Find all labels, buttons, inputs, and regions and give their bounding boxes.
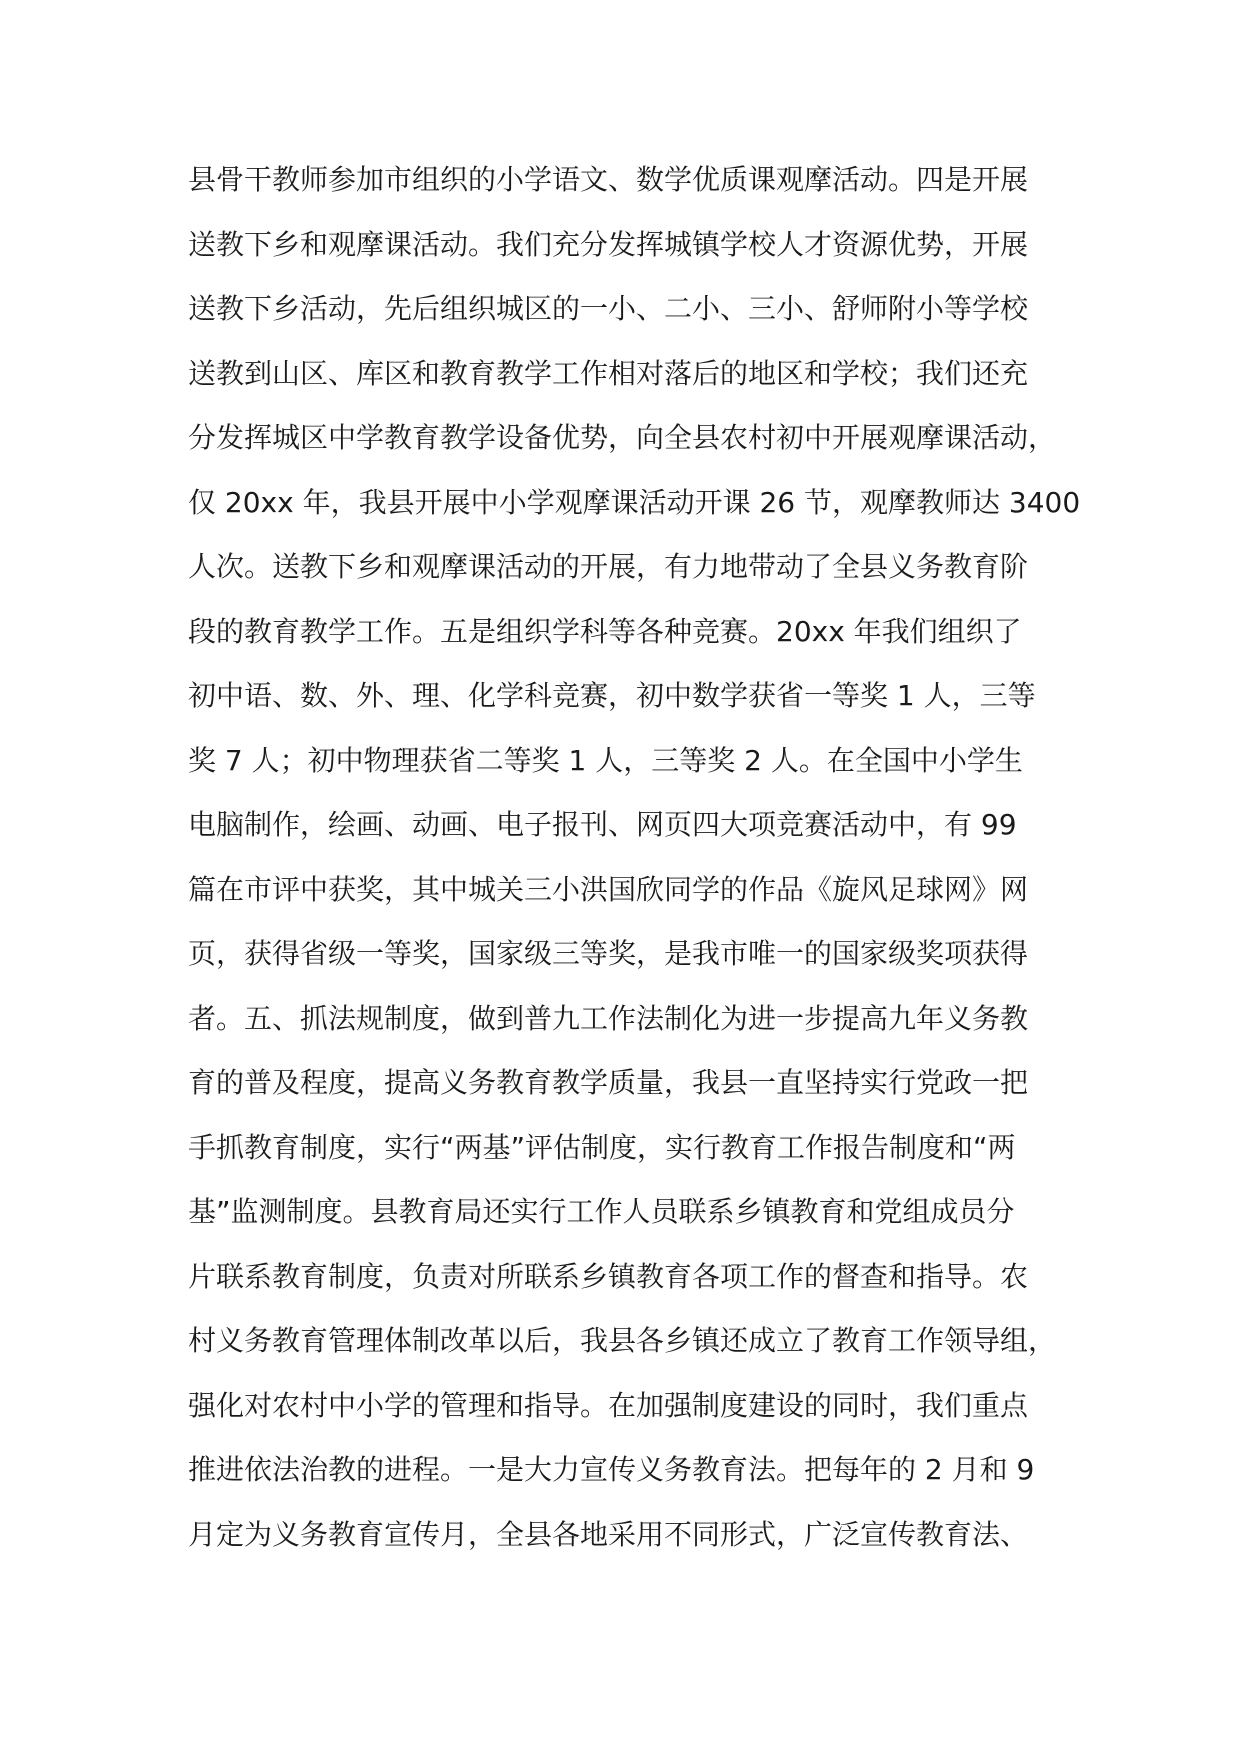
text-line: 村义务教育管理体制改革以后，我县各乡镇还成立了教育工作领导组，: [188, 1324, 1057, 1357]
text-line: 育的普及程度，提高义务教育教学质量，我县一直坚持实行党政一把: [188, 1066, 1029, 1099]
text-line: 手抓教育制度，实行“两基”评估制度，实行教育工作报告制度和“两: [188, 1130, 1016, 1164]
document-body: [188, 158, 1081, 1577]
text-line: 页，获得省级一等奖，国家级三等奖，是我市唯一的国家级奖项获得: [188, 937, 1029, 970]
text-line: 送教下乡和观摩课活动。我们充分发挥城镇学校人才资源优势，开展: [188, 227, 1029, 261]
text-line: 月定为义务教育宣传月，全县各地采用不同形式，广泛宣传教育法、: [188, 1517, 1029, 1551]
text-line: 基”监测制度。县教育局还实行工作人员联系乡镇教育和党组成员分: [188, 1195, 1015, 1228]
text-line: 段的教育教学工作。五是组织学科等各种竞赛。20xx 年我们组织了: [188, 614, 1022, 648]
text-line: 初中语、数、外、理、化学科竞赛，初中数学获省一等奖 1 人，三等: [188, 679, 1036, 712]
text-line: 推进依法治教的进程。一是大力宣传义务教育法。把每年的 2 月和 9: [188, 1453, 1035, 1486]
text-line: 送教到山区、库区和教育教学工作相对落后的地区和学校；我们还充: [188, 356, 1029, 390]
text-line: 奖 7 人；初中物理获省二等奖 1 人，三等奖 2 人。在全国中小学生: [188, 743, 1023, 777]
text-line: 仅 20xx 年，我县开展中小学观摩课活动开课 26 节，观摩教师达 3400: [188, 485, 1081, 519]
text-line: 电脑制作，绘画、动画、电子报刊、网页四大项竞赛活动中，有 99: [188, 808, 1017, 841]
text-line: 篇在市评中获奖，其中城关三小洪国欣同学的作品《旋风足球网》网: [188, 872, 1029, 906]
text-line: 送教下乡活动，先后组织城区的一小、二小、三小、舒师附小等学校: [188, 292, 1029, 325]
text-line: 者。五、抓法规制度，做到普九工作法制化为进一步提高九年义务教: [188, 1001, 1029, 1035]
text-line: 人次。送教下乡和观摩课活动的开展，有力地带动了全县义务教育阶: [188, 550, 1029, 583]
text-line: 分发挥城区中学教育教学设备优势，向全县农村初中开展观摩课活动，: [188, 421, 1057, 454]
text-line: 强化对农村中小学的管理和指导。在加强制度建设的同时，我们重点: [188, 1388, 1029, 1422]
text-line: 县骨干教师参加市组织的小学语文、数学优质课观摩活动。四是开展: [188, 163, 1029, 196]
text-line: 片联系教育制度，负责对所联系乡镇教育各项工作的督查和指导。农: [188, 1259, 1029, 1293]
